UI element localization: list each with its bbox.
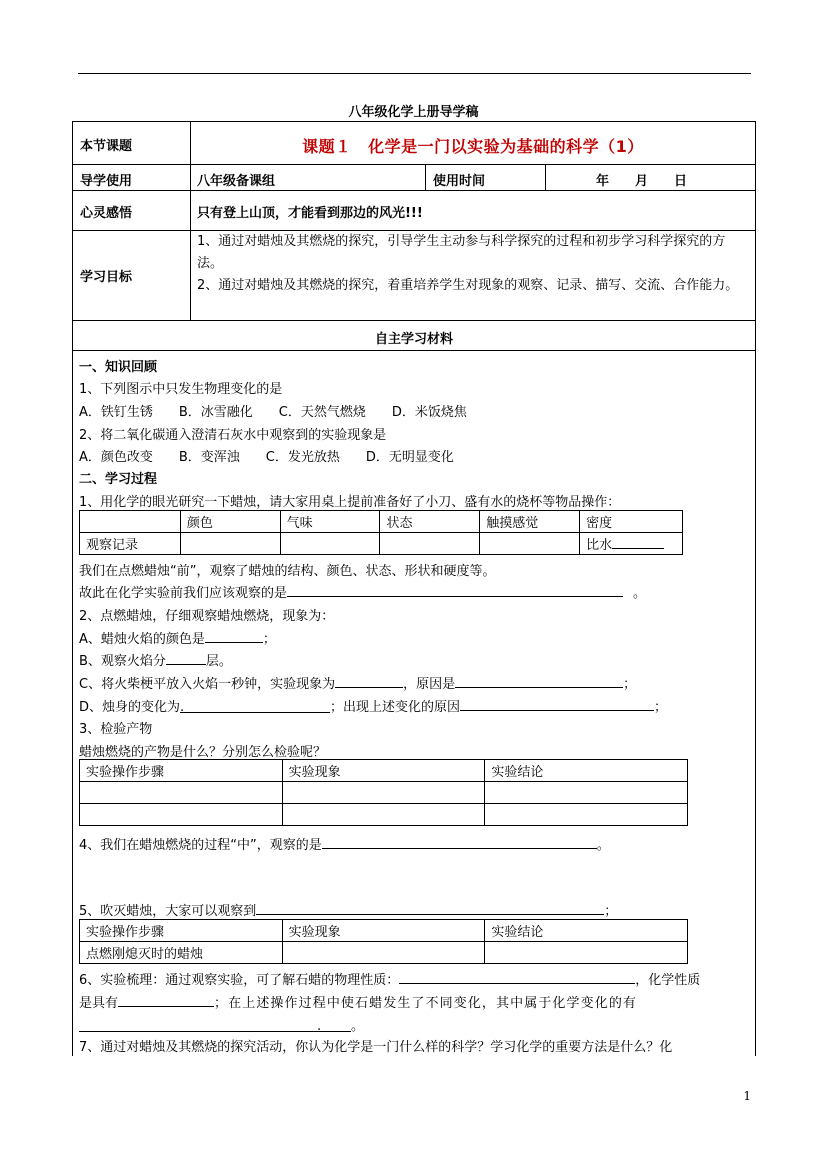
grid-line	[425, 164, 426, 190]
question-1-options: A．铁钉生锈 B．冰雪融化 C．天然气燃烧 D．米饭烧焦	[79, 405, 467, 420]
item-2-b	[79, 650, 232, 669]
observation-table	[79, 510, 683, 555]
table-cell: 密度	[580, 511, 683, 533]
item-6-line-3	[79, 1015, 364, 1034]
table-cell	[80, 511, 181, 533]
table-cell: 实验结论	[485, 920, 688, 942]
table-cell: 状态	[380, 511, 480, 533]
motto-label: 心灵感悟	[80, 206, 133, 221]
item-2: 2、点燃蜡烛，仔细观察蜡烛燃烧，现象为：	[79, 609, 335, 624]
page-number: 1	[743, 1089, 751, 1103]
table-cell: 观察记录	[80, 533, 181, 555]
item-2-b-end: 层。	[205, 654, 232, 669]
table-cell: 点燃刚熄灭时的蜡烛	[80, 942, 283, 964]
item-3-question: 蜡烛燃烧的产物是什么？分别怎么检验呢？	[79, 745, 327, 760]
answer-blank[interactable]	[455, 675, 623, 688]
question-2: 2、将二氧化碳通入澄清石灰水中观察到的实验现象是	[79, 428, 387, 443]
item-6-text: 6、实验梳理：通过观察实验，可了解石蜡的物理性质：	[79, 973, 400, 988]
goal-item-2: 2、通过对蜡烛及其燃烧的探究，着重培养学生对现象的观察、记录、描写、交流、合作能力。	[197, 278, 739, 293]
answer-blank[interactable]	[287, 584, 623, 597]
table-cell[interactable]	[380, 533, 480, 555]
time-label: 使用时间	[433, 174, 486, 189]
question-2-options: A．颜色改变 B．变浑浊 C．发光放热 D．无明显变化	[79, 450, 454, 465]
punctuation: 。	[596, 838, 610, 853]
punctuation: ；	[262, 632, 276, 647]
item-2-b-text: B、观察火焰分	[79, 654, 166, 669]
item-1: 1、用化学的眼光研究一下蜡烛，请大家用桌上提前准备好了小刀、盛有水的烧杯等物品操作：	[79, 495, 621, 510]
table-cell: 触摸感觉	[480, 511, 580, 533]
table-cell[interactable]	[282, 804, 485, 826]
punctuation: ；	[604, 904, 618, 919]
lesson-label: 本节课题	[80, 139, 133, 154]
punctuation: ；	[654, 700, 668, 715]
item-4-text: 4、我们在蜡烛燃烧的过程“中”，观察的是	[79, 838, 322, 853]
grid-line	[72, 320, 756, 321]
punctuation: 。	[633, 586, 647, 601]
before-observation-text: 我们在点燃蜡烛“前”，观察了蜡烛的结构、颜色、状态、形状和硬度等。	[79, 564, 496, 579]
table-cell[interactable]	[282, 782, 485, 804]
blank-mark: .	[180, 700, 185, 715]
table-cell[interactable]	[80, 804, 283, 826]
table-row	[80, 804, 688, 826]
goal-label: 学习目标	[80, 270, 133, 285]
punctuation: 。	[351, 1019, 365, 1034]
header-rule	[78, 73, 751, 74]
table-cell[interactable]	[282, 942, 485, 964]
table-cell[interactable]	[485, 782, 688, 804]
item-2-d	[79, 696, 667, 715]
motto-value: 只有登上山顶，才能看到那边的风光!!!	[197, 206, 423, 221]
item-2-c	[79, 673, 636, 692]
question-1: 1、下列图示中只发生物理变化的是	[79, 382, 283, 397]
date-field: 年 月 日	[596, 174, 688, 189]
item-2-a	[79, 628, 276, 647]
extinguish-table	[79, 919, 688, 964]
table-cell[interactable]	[485, 804, 688, 826]
grid-line	[72, 164, 756, 165]
answer-blank[interactable]	[166, 652, 206, 665]
product-test-table	[79, 759, 688, 826]
answer-blank[interactable]	[180, 700, 330, 713]
part2-heading: 二、学习过程	[79, 472, 158, 487]
use-value: 八年级备课组	[197, 174, 276, 189]
table-row	[80, 942, 688, 964]
item-6-text: ，化学性质	[635, 973, 701, 988]
item-4	[79, 834, 610, 853]
table-cell: 实验现象	[282, 760, 485, 782]
table-cell: 实验现象	[282, 920, 485, 942]
table-cell: 实验操作步骤	[80, 920, 283, 942]
blank-mark: .	[317, 1019, 322, 1034]
item-2-d-text: D、烛身的变化为	[79, 700, 181, 715]
table-cell: 实验操作步骤	[80, 760, 283, 782]
grid-line	[72, 350, 756, 351]
item-6-text: 是具有	[79, 996, 119, 1011]
table-cell[interactable]	[480, 533, 580, 555]
answer-blank[interactable]	[335, 675, 403, 688]
item-5	[79, 900, 617, 919]
table-cell: 颜色	[180, 511, 280, 533]
item-2-a-text: A、蜡烛火焰的颜色是	[79, 632, 205, 647]
table-row	[80, 760, 688, 782]
answer-blank[interactable]	[118, 994, 214, 1007]
before-question-text: 故此在化学实验前我们应该观察的是	[79, 586, 288, 601]
goal-item-1: 1、通过对蜡烛及其燃烧的探究，引导学生主动参与科学探究的过程和初步学习科学探究的方法。	[197, 234, 726, 271]
answer-blank[interactable]	[399, 971, 635, 984]
grid-line	[72, 190, 756, 191]
item-6-text: ；在上述操作过程中使石蜡发生了不同变化，其中属于化学变化的有	[214, 996, 638, 1011]
table-row	[80, 920, 688, 942]
lesson-title: 课题１ 化学是一门以实验为基础的科学（1）	[302, 137, 644, 156]
answer-blank[interactable]	[205, 630, 263, 643]
item-2-c-text: C、将火柴梗平放入火焰一秒钟，实验现象为	[79, 677, 336, 692]
document-title: 八年级化学上册导学稿	[348, 105, 479, 120]
table-row	[80, 782, 688, 804]
table-cell[interactable]	[180, 533, 280, 555]
table-cell[interactable]	[580, 533, 683, 555]
use-label: 导学使用	[80, 174, 133, 189]
answer-blank[interactable]	[322, 836, 597, 849]
answer-blank[interactable]	[460, 698, 654, 711]
grid-line	[545, 164, 546, 190]
item-6-line-1	[79, 969, 700, 988]
answer-blank[interactable]	[256, 902, 604, 915]
table-row	[80, 533, 683, 555]
table-cell[interactable]	[280, 533, 380, 555]
answer-blank[interactable]	[79, 1019, 351, 1032]
item-2-d-mid: ；出现上述变化的原因	[330, 700, 461, 715]
section-title: 自主学习材料	[374, 332, 453, 347]
punctuation: ；	[623, 677, 637, 692]
item-2-c-mid: ，原因是	[403, 677, 456, 692]
answer-blank[interactable]	[612, 536, 664, 549]
density-label: 比水	[586, 538, 613, 553]
item-7: 7、通过对蜡烛及其燃烧的探究活动，你认为化学是一门什么样的科学？学习化学的重要方法是什么？化	[79, 1040, 673, 1055]
table-cell[interactable]	[485, 942, 688, 964]
item-3: 3、检验产物	[79, 722, 153, 737]
table-cell: 气味	[280, 511, 380, 533]
item-5-text: 5、吹灭蜡烛，大家可以观察到	[79, 904, 257, 919]
part1-heading: 一、知识回顾	[79, 360, 158, 375]
table-cell: 实验结论	[485, 760, 688, 782]
table-row	[80, 511, 683, 533]
item-6-line-2	[79, 992, 637, 1011]
table-cell[interactable]	[80, 782, 283, 804]
before-question	[79, 582, 646, 601]
